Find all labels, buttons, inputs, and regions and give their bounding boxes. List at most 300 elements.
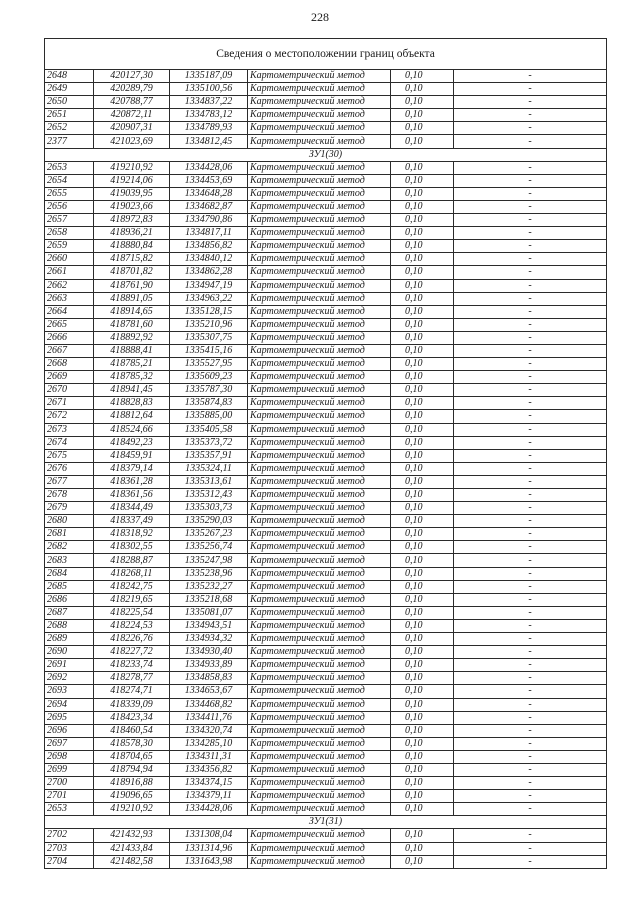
precision-cell: 0,10	[391, 279, 454, 292]
method-cell: Картометрический метод	[248, 279, 391, 292]
precision-cell: 0,10	[391, 685, 454, 698]
x-coordinate-cell: 418268,11	[94, 567, 170, 580]
method-cell: Картометрический метод	[248, 187, 391, 200]
method-cell: Картометрический метод	[248, 515, 391, 528]
point-number-cell: 2661	[45, 266, 94, 279]
page-number: 228	[311, 10, 329, 24]
point-number-cell: 2669	[45, 371, 94, 384]
description-cell: -	[454, 528, 607, 541]
point-number-cell: 2684	[45, 567, 94, 580]
method-cell: Картометрический метод	[248, 397, 391, 410]
table-row	[45, 554, 607, 567]
precision-cell: 0,10	[391, 489, 454, 502]
table-row	[45, 344, 607, 357]
description-cell: -	[454, 567, 607, 580]
y-coordinate-cell: 1331308,04	[170, 829, 248, 842]
x-coordinate-cell: 418761,90	[94, 279, 170, 292]
method-cell: Картометрический метод	[248, 567, 391, 580]
point-number-cell: 2651	[45, 109, 94, 122]
x-coordinate-cell: 418781,60	[94, 318, 170, 331]
y-coordinate-cell: 1335885,00	[170, 410, 248, 423]
table-row	[45, 646, 607, 659]
method-cell: Картометрический метод	[248, 449, 391, 462]
precision-cell: 0,10	[391, 305, 454, 318]
description-cell: -	[454, 737, 607, 750]
method-cell: Картометрический метод	[248, 475, 391, 488]
table-title: Сведения о местоположении границ объекта	[45, 39, 607, 70]
precision-cell: 0,10	[391, 855, 454, 868]
table-row	[45, 83, 607, 96]
description-cell: -	[454, 829, 607, 842]
table-row	[45, 187, 607, 200]
y-coordinate-cell: 1335100,56	[170, 83, 248, 96]
method-cell: Картометрический метод	[248, 554, 391, 567]
precision-cell: 0,10	[391, 515, 454, 528]
table-row	[45, 502, 607, 515]
x-coordinate-cell: 418916,88	[94, 777, 170, 790]
x-coordinate-cell: 418891,05	[94, 292, 170, 305]
description-cell: -	[454, 855, 607, 868]
method-cell: Картометрический метод	[248, 842, 391, 855]
x-coordinate-cell: 418225,54	[94, 606, 170, 619]
point-number-cell: 2659	[45, 240, 94, 253]
precision-cell: 0,10	[391, 475, 454, 488]
y-coordinate-cell: 1334648,28	[170, 187, 248, 200]
x-coordinate-cell: 418379,14	[94, 462, 170, 475]
table-row	[45, 528, 607, 541]
table-row	[45, 200, 607, 213]
table-row	[45, 449, 607, 462]
table-row	[45, 633, 607, 646]
description-cell: -	[454, 96, 607, 109]
precision-cell: 0,10	[391, 344, 454, 357]
point-number-cell: 2673	[45, 423, 94, 436]
point-number-cell: 2650	[45, 96, 94, 109]
y-coordinate-cell: 1335210,96	[170, 318, 248, 331]
y-coordinate-cell: 1334783,12	[170, 109, 248, 122]
point-number-cell: 2663	[45, 292, 94, 305]
precision-cell: 0,10	[391, 384, 454, 397]
method-cell: Картометрический метод	[248, 96, 391, 109]
method-cell: Картометрический метод	[248, 462, 391, 475]
method-cell: Картометрический метод	[248, 659, 391, 672]
method-cell: Картометрический метод	[248, 489, 391, 502]
description-cell: -	[454, 698, 607, 711]
method-cell: Картометрический метод	[248, 724, 391, 737]
table-row	[45, 829, 607, 842]
method-cell: Картометрический метод	[248, 227, 391, 240]
method-cell: Картометрический метод	[248, 685, 391, 698]
y-coordinate-cell: 1334411,76	[170, 711, 248, 724]
y-coordinate-cell: 1335232,27	[170, 580, 248, 593]
description-cell: -	[454, 475, 607, 488]
table-row	[45, 515, 607, 528]
precision-cell: 0,10	[391, 541, 454, 554]
description-cell: -	[454, 410, 607, 423]
description-cell: -	[454, 292, 607, 305]
y-coordinate-cell: 1334963,22	[170, 292, 248, 305]
method-cell: Картометрический метод	[248, 331, 391, 344]
y-coordinate-cell: 1334374,15	[170, 777, 248, 790]
y-coordinate-cell: 1334453,69	[170, 174, 248, 187]
section-header-row	[45, 816, 607, 829]
point-number-cell: 2698	[45, 750, 94, 763]
method-cell: Картометрический метод	[248, 711, 391, 724]
method-cell: Картометрический метод	[248, 777, 391, 790]
point-number-cell: 2671	[45, 397, 94, 410]
y-coordinate-cell: 1335874,83	[170, 397, 248, 410]
y-coordinate-cell: 1335787,30	[170, 384, 248, 397]
precision-cell: 0,10	[391, 292, 454, 305]
precision-cell: 0,10	[391, 227, 454, 240]
table-row	[45, 397, 607, 410]
precision-cell: 0,10	[391, 724, 454, 737]
description-cell: -	[454, 763, 607, 776]
point-number-cell: 2676	[45, 462, 94, 475]
table-row	[45, 698, 607, 711]
y-coordinate-cell: 1335256,74	[170, 541, 248, 554]
description-cell: -	[454, 436, 607, 449]
table-row	[45, 214, 607, 227]
y-coordinate-cell: 1334856,82	[170, 240, 248, 253]
x-coordinate-cell: 418226,76	[94, 633, 170, 646]
point-number-cell: 2662	[45, 279, 94, 292]
table-row	[45, 109, 607, 122]
method-cell: Картометрический метод	[248, 109, 391, 122]
description-cell: -	[454, 646, 607, 659]
y-coordinate-cell: 1335247,98	[170, 554, 248, 567]
x-coordinate-cell: 420907,31	[94, 122, 170, 135]
method-cell: Картометрический метод	[248, 855, 391, 868]
precision-cell: 0,10	[391, 109, 454, 122]
precision-cell: 0,10	[391, 318, 454, 331]
x-coordinate-cell: 418361,56	[94, 489, 170, 502]
method-cell: Картометрический метод	[248, 161, 391, 174]
table-row	[45, 358, 607, 371]
y-coordinate-cell: 1335324,11	[170, 462, 248, 475]
y-coordinate-cell: 1331314,96	[170, 842, 248, 855]
table-row	[45, 96, 607, 109]
description-cell: -	[454, 279, 607, 292]
precision-cell: 0,10	[391, 777, 454, 790]
x-coordinate-cell: 418344,49	[94, 502, 170, 515]
table-row	[45, 803, 607, 816]
description-cell: -	[454, 541, 607, 554]
y-coordinate-cell: 1334379,11	[170, 790, 248, 803]
precision-cell: 0,10	[391, 528, 454, 541]
table-row	[45, 410, 607, 423]
precision-cell: 0,10	[391, 711, 454, 724]
point-number-cell: 2675	[45, 449, 94, 462]
x-coordinate-cell: 418227,72	[94, 646, 170, 659]
table-row	[45, 606, 607, 619]
precision-cell: 0,10	[391, 135, 454, 148]
point-number-cell: 2654	[45, 174, 94, 187]
y-coordinate-cell: 1335187,09	[170, 70, 248, 83]
x-coordinate-cell: 420127,30	[94, 70, 170, 83]
method-cell: Картометрический метод	[248, 253, 391, 266]
table-row	[45, 227, 607, 240]
x-coordinate-cell: 420788,77	[94, 96, 170, 109]
method-cell: Картометрический метод	[248, 593, 391, 606]
y-coordinate-cell: 1334428,06	[170, 161, 248, 174]
point-number-cell: 2695	[45, 711, 94, 724]
method-cell: Картометрический метод	[248, 646, 391, 659]
method-cell: Картометрический метод	[248, 829, 391, 842]
x-coordinate-cell: 419039,95	[94, 187, 170, 200]
point-number-cell: 2677	[45, 475, 94, 488]
description-cell: -	[454, 790, 607, 803]
table-row	[45, 567, 607, 580]
point-number-cell: 2377	[45, 135, 94, 148]
precision-cell: 0,10	[391, 502, 454, 515]
description-cell: -	[454, 580, 607, 593]
method-cell: Картометрический метод	[248, 803, 391, 816]
point-number-cell: 2667	[45, 344, 94, 357]
x-coordinate-cell: 418812,64	[94, 410, 170, 423]
x-coordinate-cell: 418914,65	[94, 305, 170, 318]
point-number-cell: 2699	[45, 763, 94, 776]
table-row	[45, 305, 607, 318]
table-row	[45, 737, 607, 750]
precision-cell: 0,10	[391, 462, 454, 475]
y-coordinate-cell: 1335307,75	[170, 331, 248, 344]
description-cell: -	[454, 449, 607, 462]
x-coordinate-cell: 418423,34	[94, 711, 170, 724]
x-coordinate-cell: 418318,92	[94, 528, 170, 541]
x-coordinate-cell: 418794,94	[94, 763, 170, 776]
method-cell: Картометрический метод	[248, 344, 391, 357]
precision-cell: 0,10	[391, 659, 454, 672]
table-header-row	[45, 39, 607, 70]
point-number-cell: 2648	[45, 70, 94, 83]
x-coordinate-cell: 418459,91	[94, 449, 170, 462]
description-cell: -	[454, 672, 607, 685]
x-coordinate-cell: 421432,93	[94, 829, 170, 842]
description-cell: -	[454, 266, 607, 279]
method-cell: Картометрический метод	[248, 528, 391, 541]
x-coordinate-cell: 421023,69	[94, 135, 170, 148]
table-row	[45, 763, 607, 776]
description-cell: -	[454, 777, 607, 790]
description-cell: -	[454, 200, 607, 213]
precision-cell: 0,10	[391, 253, 454, 266]
point-number-cell: 2703	[45, 842, 94, 855]
table-row	[45, 436, 607, 449]
x-coordinate-cell: 418578,30	[94, 737, 170, 750]
table-row	[45, 266, 607, 279]
method-cell: Картометрический метод	[248, 371, 391, 384]
description-cell: -	[454, 842, 607, 855]
x-coordinate-cell: 419096,65	[94, 790, 170, 803]
y-coordinate-cell: 1334285,10	[170, 737, 248, 750]
method-cell: Картометрический метод	[248, 292, 391, 305]
method-cell: Картометрический метод	[248, 122, 391, 135]
y-coordinate-cell: 1334947,19	[170, 279, 248, 292]
table-row	[45, 489, 607, 502]
y-coordinate-cell: 1334930,40	[170, 646, 248, 659]
precision-cell: 0,10	[391, 619, 454, 632]
precision-cell: 0,10	[391, 790, 454, 803]
precision-cell: 0,10	[391, 829, 454, 842]
y-coordinate-cell: 1334858,83	[170, 672, 248, 685]
method-cell: Картометрический метод	[248, 135, 391, 148]
point-number-cell: 2653	[45, 803, 94, 816]
description-cell: -	[454, 384, 607, 397]
description-cell: -	[454, 70, 607, 83]
table-row	[45, 70, 607, 83]
point-number-cell: 2664	[45, 305, 94, 318]
x-coordinate-cell: 418224,53	[94, 619, 170, 632]
point-number-cell: 2672	[45, 410, 94, 423]
precision-cell: 0,10	[391, 554, 454, 567]
table-row	[45, 279, 607, 292]
precision-cell: 0,10	[391, 436, 454, 449]
method-cell: Картометрический метод	[248, 70, 391, 83]
point-number-cell: 2694	[45, 698, 94, 711]
y-coordinate-cell: 1334933,89	[170, 659, 248, 672]
method-cell: Картометрический метод	[248, 606, 391, 619]
x-coordinate-cell: 418460,54	[94, 724, 170, 737]
precision-cell: 0,10	[391, 633, 454, 646]
point-number-cell: 2704	[45, 855, 94, 868]
precision-cell: 0,10	[391, 397, 454, 410]
y-coordinate-cell: 1335290,03	[170, 515, 248, 528]
point-number-cell: 2674	[45, 436, 94, 449]
point-number-cell: 2690	[45, 646, 94, 659]
y-coordinate-cell: 1334840,12	[170, 253, 248, 266]
point-number-cell: 2679	[45, 502, 94, 515]
y-coordinate-cell: 1334817,11	[170, 227, 248, 240]
precision-cell: 0,10	[391, 606, 454, 619]
y-coordinate-cell: 1335128,15	[170, 305, 248, 318]
point-number-cell: 2688	[45, 619, 94, 632]
y-coordinate-cell: 1335267,23	[170, 528, 248, 541]
method-cell: Картометрический метод	[248, 214, 391, 227]
precision-cell: 0,10	[391, 672, 454, 685]
x-coordinate-cell: 418219,65	[94, 593, 170, 606]
point-number-cell: 2652	[45, 122, 94, 135]
precision-cell: 0,10	[391, 750, 454, 763]
description-cell: -	[454, 462, 607, 475]
y-coordinate-cell: 1335405,58	[170, 423, 248, 436]
method-cell: Картометрический метод	[248, 240, 391, 253]
precision-cell: 0,10	[391, 580, 454, 593]
point-number-cell: 2701	[45, 790, 94, 803]
method-cell: Картометрический метод	[248, 619, 391, 632]
x-coordinate-cell: 418972,83	[94, 214, 170, 227]
description-cell: -	[454, 606, 607, 619]
x-coordinate-cell: 420289,79	[94, 83, 170, 96]
x-coordinate-cell: 418361,28	[94, 475, 170, 488]
x-coordinate-cell: 418242,75	[94, 580, 170, 593]
x-coordinate-cell: 419214,06	[94, 174, 170, 187]
description-cell: -	[454, 109, 607, 122]
description-cell: -	[454, 750, 607, 763]
description-cell: -	[454, 253, 607, 266]
precision-cell: 0,10	[391, 96, 454, 109]
point-number-cell: 2692	[45, 672, 94, 685]
precision-cell: 0,10	[391, 842, 454, 855]
table-row	[45, 174, 607, 187]
x-coordinate-cell: 418888,41	[94, 344, 170, 357]
precision-cell: 0,10	[391, 358, 454, 371]
table-row	[45, 777, 607, 790]
method-cell: Картометрический метод	[248, 502, 391, 515]
precision-cell: 0,10	[391, 423, 454, 436]
x-coordinate-cell: 418274,71	[94, 685, 170, 698]
description-cell: -	[454, 633, 607, 646]
method-cell: Картометрический метод	[248, 266, 391, 279]
y-coordinate-cell: 1335218,68	[170, 593, 248, 606]
description-cell: -	[454, 724, 607, 737]
point-number-cell: 2656	[45, 200, 94, 213]
description-cell: -	[454, 358, 607, 371]
point-number-cell: 2678	[45, 489, 94, 502]
table-row	[45, 331, 607, 344]
precision-cell: 0,10	[391, 371, 454, 384]
x-coordinate-cell: 418828,83	[94, 397, 170, 410]
table-row	[45, 462, 607, 475]
y-coordinate-cell: 1334311,31	[170, 750, 248, 763]
table-row	[45, 842, 607, 855]
description-cell: -	[454, 803, 607, 816]
description-cell: -	[454, 423, 607, 436]
x-coordinate-cell: 418936,21	[94, 227, 170, 240]
table-row	[45, 711, 607, 724]
precision-cell: 0,10	[391, 214, 454, 227]
precision-cell: 0,10	[391, 240, 454, 253]
description-cell: -	[454, 515, 607, 528]
method-cell: Картометрический метод	[248, 750, 391, 763]
table-row	[45, 371, 607, 384]
table-row	[45, 855, 607, 868]
point-number-cell: 2665	[45, 318, 94, 331]
description-cell: -	[454, 593, 607, 606]
point-number-cell: 2658	[45, 227, 94, 240]
description-cell: -	[454, 502, 607, 515]
point-number-cell: 2696	[45, 724, 94, 737]
method-cell: Картометрический метод	[248, 698, 391, 711]
description-cell: -	[454, 305, 607, 318]
precision-cell: 0,10	[391, 449, 454, 462]
x-coordinate-cell: 418233,74	[94, 659, 170, 672]
x-coordinate-cell: 418288,87	[94, 554, 170, 567]
x-coordinate-cell: 418302,55	[94, 541, 170, 554]
y-coordinate-cell: 1334934,32	[170, 633, 248, 646]
y-coordinate-cell: 1334682,87	[170, 200, 248, 213]
description-cell: -	[454, 554, 607, 567]
table-row	[45, 619, 607, 632]
point-number-cell: 2702	[45, 829, 94, 842]
description-cell: -	[454, 227, 607, 240]
method-cell: Картометрический метод	[248, 763, 391, 776]
x-coordinate-cell: 418339,09	[94, 698, 170, 711]
y-coordinate-cell: 1334320,74	[170, 724, 248, 737]
section-label: ЗУ1(31)	[45, 816, 607, 829]
description-cell: -	[454, 331, 607, 344]
x-coordinate-cell: 418941,45	[94, 384, 170, 397]
y-coordinate-cell: 1335313,61	[170, 475, 248, 488]
table-row	[45, 659, 607, 672]
description-cell: -	[454, 83, 607, 96]
description-cell: -	[454, 318, 607, 331]
description-cell: -	[454, 174, 607, 187]
description-cell: -	[454, 135, 607, 148]
y-coordinate-cell: 1335373,72	[170, 436, 248, 449]
point-number-cell: 2681	[45, 528, 94, 541]
table-row	[45, 724, 607, 737]
